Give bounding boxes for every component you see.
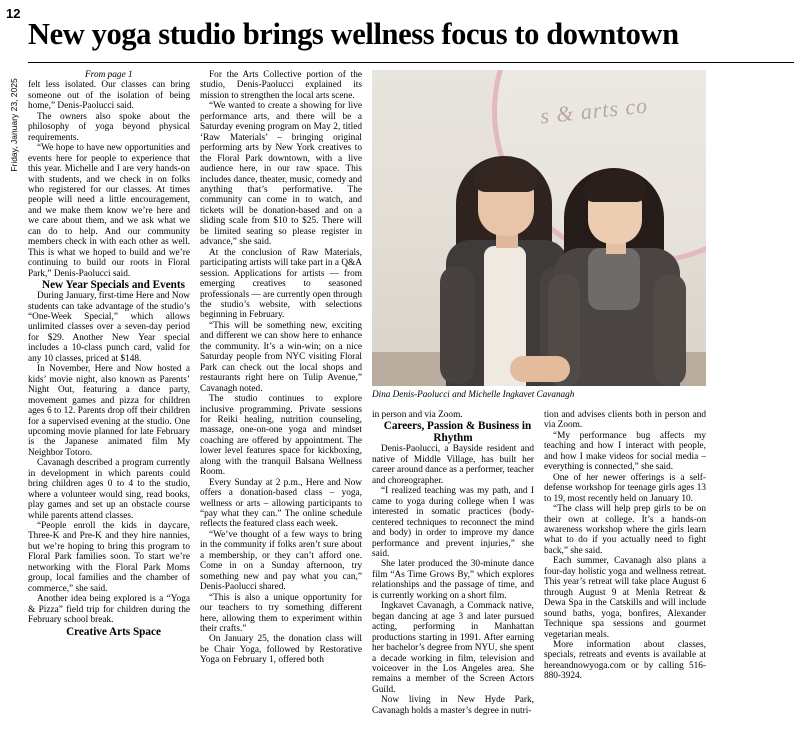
headline-rule (28, 62, 794, 63)
paragraph: Every Sunday at 2 p.m., Here and Now offers a donation-based class – yoga, wellness or arts – allowing participants to “pay what they can.” The online schedule reflects the featured class each week. (200, 477, 362, 530)
paragraph: “We hope to have new opportunities and events here for people to experience that this year. Michelle and I are very hands-on with students, and we check in on folks who registered for our classes. At times people will need a little encouragement, and we make them know we’re here and we care about them, and we ask what we can do to help. And our community members check in with each other as well. This is what we hoped to build and we’re continuing to build our roots in Floral Park,” Denis-Paolucci said. (28, 143, 190, 279)
wall-sign-text: s & arts co (538, 92, 650, 129)
paragraph: At the conclusion of Raw Materials, participating artists will take part in a Q&A session. Applications for artists — from emerging creatives to seasoned professionals — are currently open through the studio’s website, with selections beginning in February. (200, 247, 362, 321)
paragraph: Denis-Paolucci, a Bayside resident and native of Middle Village, has built her career around dance as a performer, teacher and choreographer. (372, 444, 534, 486)
page-number: 12 (6, 6, 21, 21)
paragraph: The owners also spoke about the philosophy of yoga beyond physical requirements. (28, 111, 190, 143)
paragraph: She later produced the 30-minute dance film “As Time Grows By,” which explores relationships and the passage of time, and is currently working on a short film. (372, 559, 534, 601)
section-subhead: New Year Specials and Events (42, 279, 185, 292)
paragraph: in person and via Zoom. (372, 410, 463, 420)
paragraph: During January, first-time Here and Now students can take advantage of the studio’s “One-Week Special,” which allows unlimited classes over a seven-day period for $29. Another New Year special includes a 10-class punch card, valid for any 10 classes, priced at $148. (28, 291, 190, 364)
paragraph: The studio continues to explore inclusive programming. Private sessions for Reiki healing, nutrition counseling, massage, one-on-one yoga and mindset coaching are offered by appointment. The lower level features space for kickboxing, along with the tranquil Balsana Wellness Room. (200, 394, 362, 478)
photo-image (372, 70, 706, 386)
jump-line: From page 1 (85, 70, 133, 80)
article-headline: New yoga studio brings wellness focus to downtown (28, 17, 679, 51)
photo-caption: Dina Denis-Paolucci and Michelle Ingkavet Cavanagh (372, 389, 575, 399)
section-subhead: Careers, Passion & Business in Rhythm (383, 420, 532, 445)
person-right-hair-front (584, 170, 646, 202)
paragraph: “My performance bug affects my teaching and how I interact with people, and how I make videos for social media – everything is connected,” she said. (544, 430, 706, 473)
paragraph: felt less isolated. Our classes can bring someone out of the isolation of being home,” Denis-Paolucci said. (28, 80, 190, 112)
paragraph: “We wanted to create a showing for live performance arts, and there will be a Saturday evening program on May 2, titled ‘Raw Materials’ – bringing original performing arts by New York creatives to the Floral Park downtown, with a live audience here, in our raw space. This includes dance, theater, music, comedy and anything that’s performative. The community can come in to watch, and tickets will be donation-based and on a sliding scale from $10 to $25. There will be limited seating so please register in advance,” she said. (200, 101, 362, 248)
text-column-1 (28, 70, 190, 638)
paragraph: For the Arts Collective portion of the studio, Denis-Paolucci explained its mission to strengthen the local arts scene. (200, 70, 362, 101)
paragraph: “We’ve thought of a few ways to bring in the community if folks aren’t sure about a membership, or they can’t afford one. Come in on a Sunday afternoon, try something new and pay what you can,” Denis-Paolucci shared. (200, 529, 362, 593)
person-left-arm-left (440, 266, 474, 384)
paragraph: Now living in New Hyde Park, Cavanagh holds a master’s degree in nutri- (372, 695, 534, 716)
paragraph: “The class will help prep girls to be on their own at college. It’s a hands-on awareness workshop where the girls learn what to do if you actually need to fight back,” she said. (544, 504, 706, 556)
paragraph: Another idea being explored is a “Yoga & Pizza” field trip for children during the February school break. (28, 594, 190, 626)
paragraph: Cavanagh described a program currently in development in which parents could bring children ages 0 to 4 to the studio, where a volunteer would sing, read books, play games and set up an obstacle course while parents attend classes. (28, 458, 190, 521)
article-photo (372, 70, 706, 386)
paragraph: More information about classes, specials, retreats and events is available at hereandnowyoga.com or by calling 516-880-3924. (544, 639, 706, 682)
paragraph: “This will be something new, exciting and different we can show here to enhance the community. It’s a win-win; on a nice Saturday people from NYC visiting Floral Park can check out the local shops and restaurants right here on Tulip Avenue,” Cavanagh noted. (200, 320, 362, 394)
text-column-4 (544, 410, 706, 682)
page-spine (0, 0, 26, 752)
issue-date: Friday, January 23, 2025 (9, 78, 19, 172)
paragraph: “I realized teaching was my path, and I came to yoga during college when I was interested in somatic practices (body-centered techniques to reconnect the mind and body) in order to improve my dance performance and prevent injuries,” she said. (372, 486, 534, 559)
paragraph: tion and advises clients both in person and via Zoom. (544, 410, 706, 431)
person-right-arm-right (654, 274, 686, 386)
text-column-3 (372, 410, 534, 716)
paragraph: Ingkavet Cavanagh, a Commack native, began dancing at age 3 and later pursued acting, performing in Manhattan productions starting in 1991. After earning her bachelor’s degree from NYU, she spent a decade working in film, television and voiceover in the Los Angeles area. She remains a member of the Screen Actors Guild. (372, 601, 534, 695)
section-subhead: Creative Arts Space (66, 625, 161, 638)
paragraph: Each summer, Cavanagh also plans a four-day holistic yoga and wellness retreat. This year’s retreat will take place August 6 through August 9 at Menla Retreat & Dewa Spa in the Catskills and will include sound baths, yoga, bonfires, Alexander Technique spa sessions and gourmet vegetarian meals. (544, 556, 706, 640)
person-right-scarf (588, 248, 640, 310)
paragraph: One of her newer offerings is a self-defense workshop for teenage girls ages 13 to 19, most recently held on January 10. (544, 472, 706, 504)
clasped-hands (510, 356, 570, 382)
person-left-hair-front (474, 158, 538, 192)
paragraph: “People enroll the kids in daycare, Three-K and Pre-K and they hire nannies, but we’re hoping to bring this program to Floral Park families soon. To start we’re networking with the Floral Park Moms group, local families and the chamber of commerce,” she said. (28, 521, 190, 594)
paragraph: On January 25, the donation class will be Chair Yoga, followed by Restorative Yoga on February 1, offered both (200, 634, 362, 666)
paragraph: In November, Here and Now hosted a kids’ movie night, also known as Parents’ Night Out, featuring a dance party, movement games and pizza for children ages 6 to 12. Parents drop off their children for a supervised evening at the studio. One upcoming movie planned for late February is the Japanese animated film My Neighbor Totoro. (28, 364, 190, 458)
text-column-2 (200, 70, 362, 666)
paragraph: “This is also a unique opportunity for our teachers to try something different here, allowing them to experiment within their crafts.” (200, 592, 362, 635)
